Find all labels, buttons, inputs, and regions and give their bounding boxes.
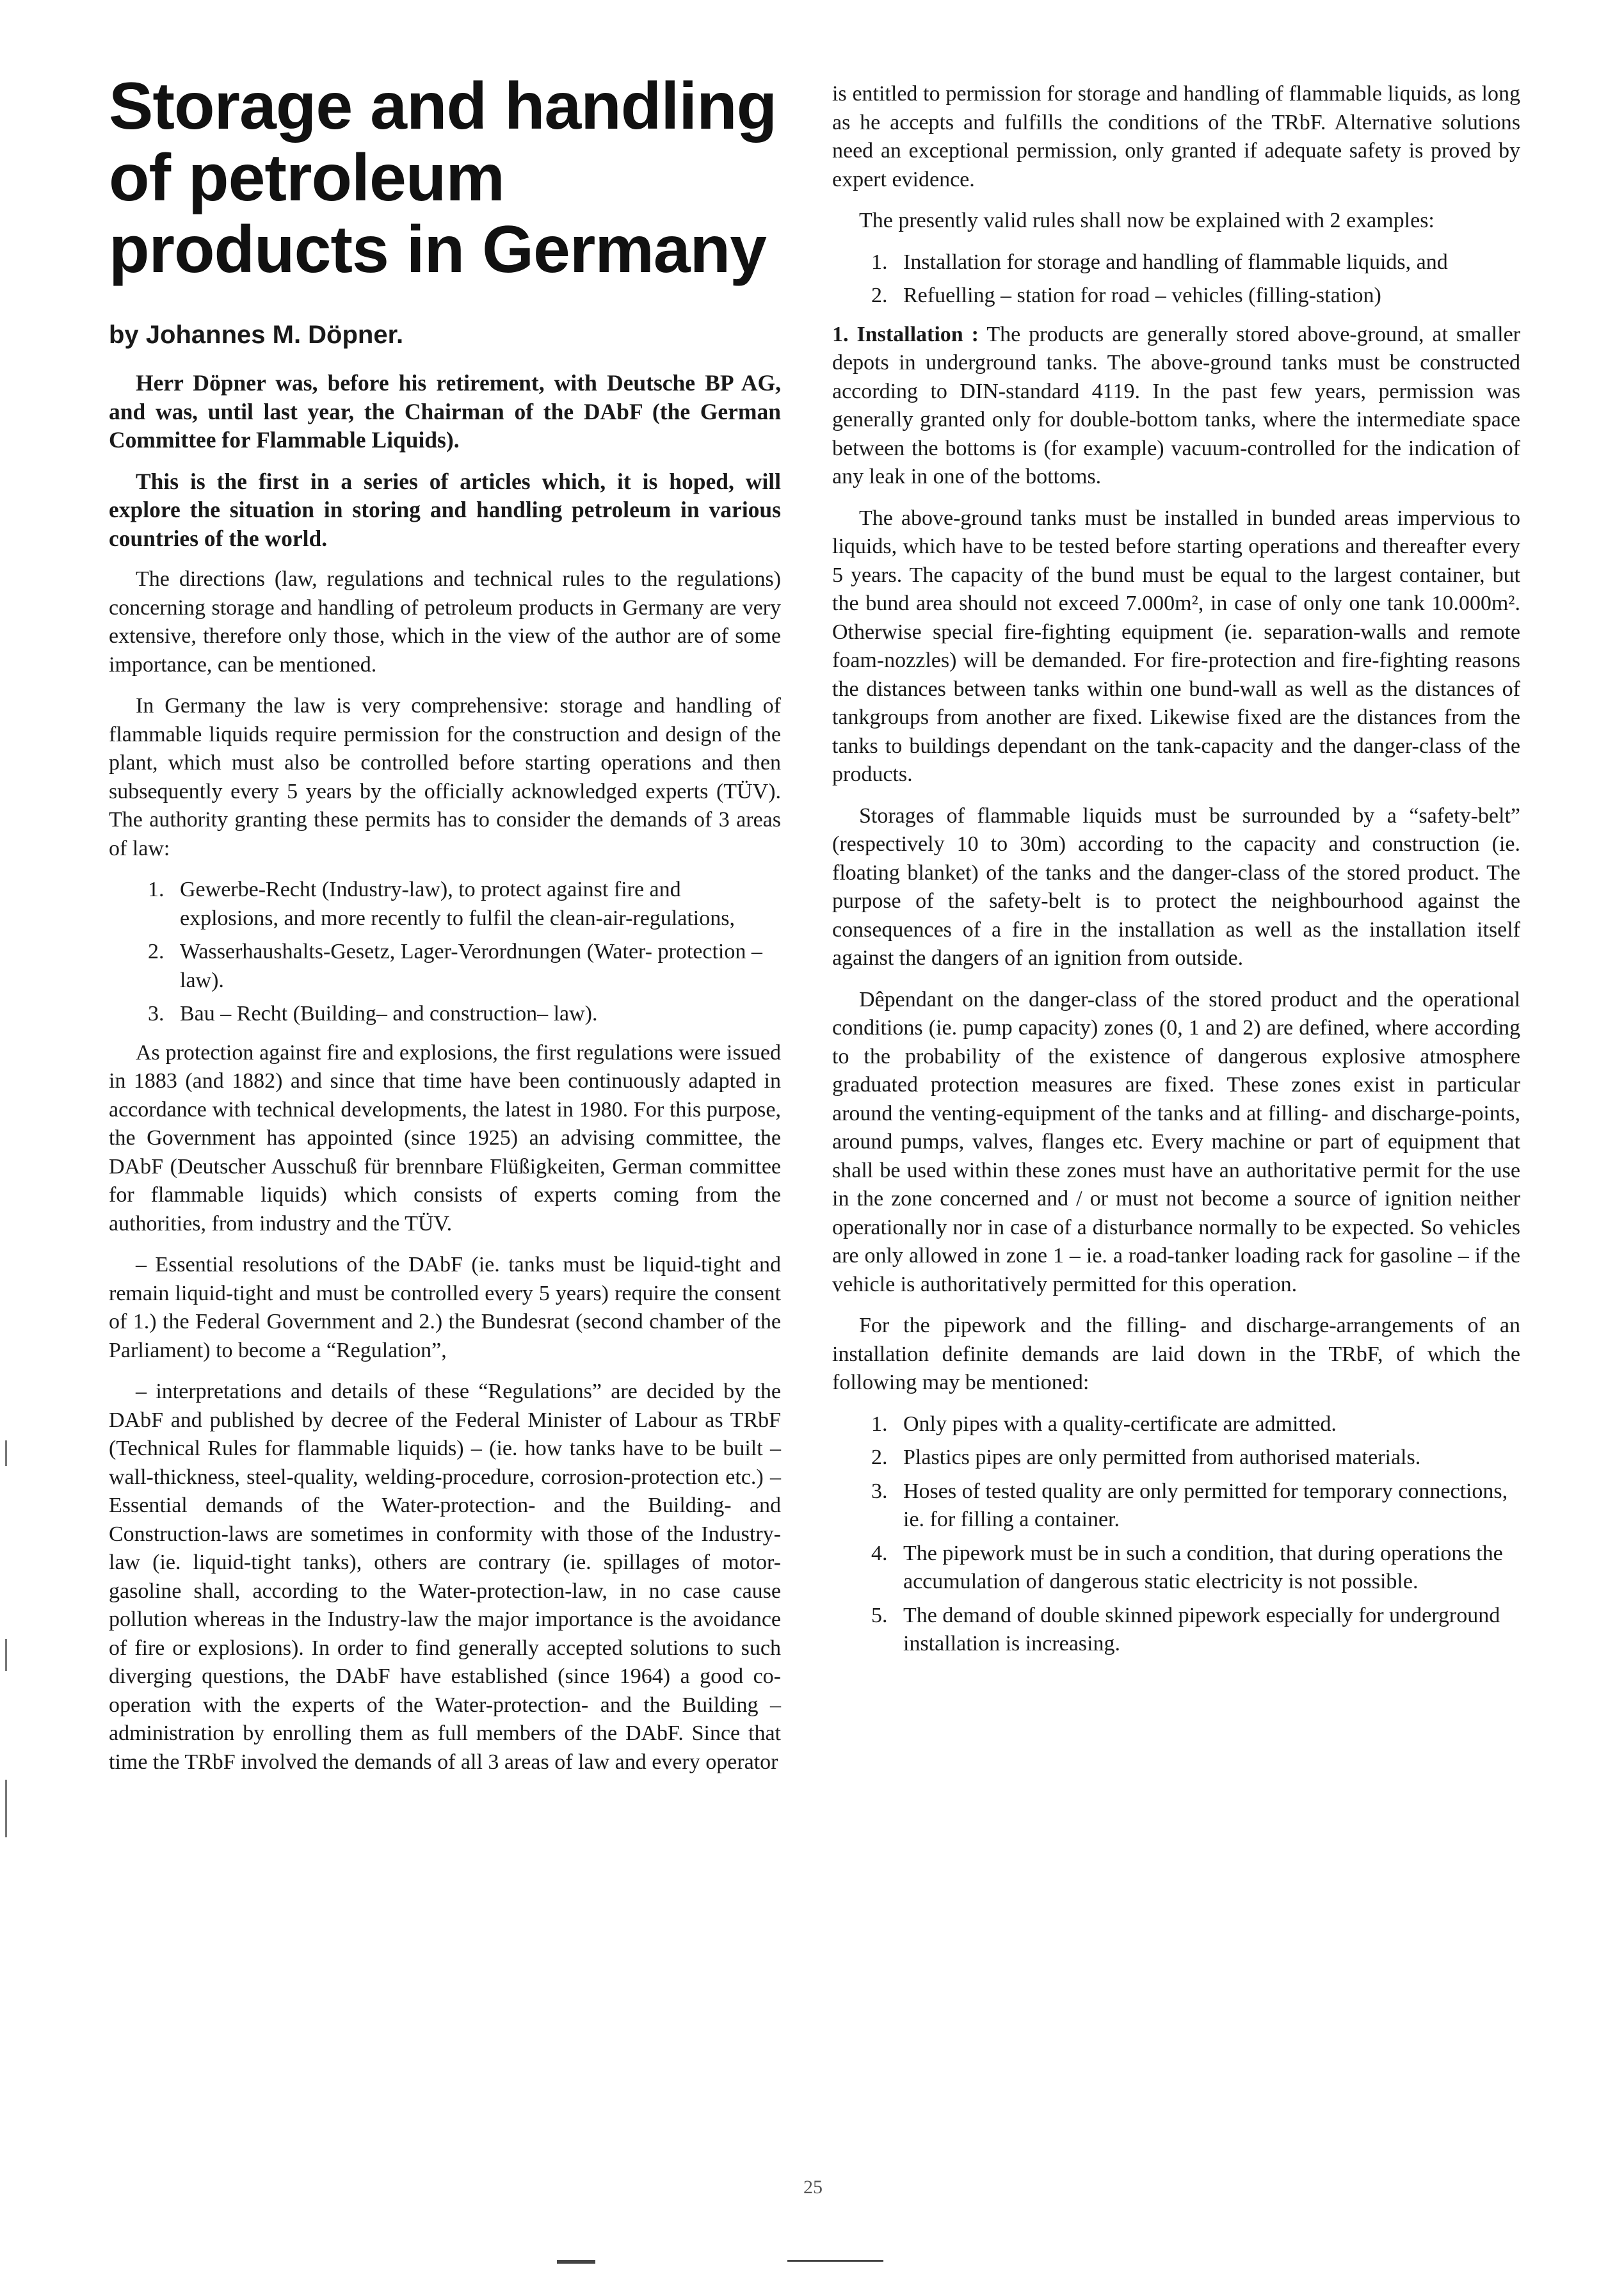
author-byline: by Johannes M. Döpner. [109,321,404,349]
examples-list [832,248,1520,310]
body-paragraph: The above-ground tanks must be installed in bunded areas impervious to liquids, which have to be tested before starting operations and thereafter every 5 years. The capacity of the bund must be equal to the largest container, but the bund area should not exceed 7.000m², in case of only one tank 10.000m². Otherwise special fire-fighting equipment (ie. separation-walls and remote foam-nozzles) will be demanded. For fire-protection and fire-fighting reasons the distances between tanks within one bund-wall as well as the distances of tankgroups from another are fixed. Likewise fixed are the distances from the tanks to buildings dependant on the tank-capacity and the danger-class of the products. [832,506,1520,786]
pipework-rules-list [832,1410,1520,1659]
intro-bio: Herr Döpner was, before his retirement, with Deutsche BP AG, and was, until last year, the Chairman of the DAbF (the German Committee for Flammable Liquids). [109,370,781,453]
article-title: Storage and handling of petroleum products in Germany [109,69,777,287]
list-item: 2. Refuelling – station for road – vehicles (filling-station) [893,282,1520,310]
body-paragraph: Storages of flammable liquids must be surrounded by a “safety-belt” (respectively 10 to 30m) according to the capacity and construction (ie. floating blanket) of the tanks and the danger-class of the stored product. The purpose of the safety-belt is to protect the neighbourhood against the consequences of a fire in the installation as well as the installation itself against the dangers of an ignition from outside. [832,803,1520,970]
list-item: 1. Installation for storage and handling of flammable liquids, and [893,248,1520,277]
right-column [832,80,1520,1669]
list-item: 3. Bau – Recht (Building– and construction– law). [170,1000,781,1029]
scan-margin-mark [5,1440,7,1466]
installation-paragraph [832,321,1520,492]
list-item: 1. Gewerbe-Recht (Industry-law), to protect against fire and explosions, and more recently to fulfil the clean-air-regulations, [170,876,781,933]
left-column [109,70,781,1789]
list-item: 2. Plastics pipes are only permitted from authorised materials. [893,1444,1520,1472]
scan-edge-mark [557,2260,595,2264]
law-areas-list [109,876,781,1029]
body-paragraph: The directions (law, regulations and technical rules to the regulations) concerning storage and handling of petroleum products in Germany are very extensive, therefore only those, which in the view of the author are of some importance, can be mentioned. [109,567,781,677]
scan-edge-mark [787,2260,883,2262]
list-item: 5. The demand of double skinned pipework especially for underground installation is increasing. [893,1602,1520,1659]
body-paragraph: The presently valid rules shall now be explained with 2 examples: [859,209,1435,232]
body-paragraph: For the pipework and the filling- and discharge-arrangements of an installation definite demands are laid down in the TRbF, of which the following may be mentioned: [832,1314,1520,1394]
body-paragraph: – Essential resolutions of the DAbF (ie. tanks must be liquid-tight and remain liquid-tight and must be controlled every 5 years) require the consent of 1.) the Federal Government and 2.) the Bundesrat (second chamber of the Parliament) to become a “Regulation”, [109,1253,781,1362]
body-paragraph: Dêpendant on the danger-class of the stored product and the operational conditions (ie. pump capacity) zones (0, 1 and 2) are defined, where according to the probability of the existence of dangerous explosive atmosphere graduated protection measures are fixed. These zones exist in particular around the venting-equipment of the tanks and at filling- and discharge-points, around pumps, valves, flanges etc. Every machine or part of equipment that shall be used within these zones must have an authoritative permit for the use in the zone concerned and / or must not become a source of ignition neither operationally nor in case of a disturbance normally to be expected. So vehicles are only allowed in zone 1 – ie. a road-tanker loading rack for gasoline – if the vehicle is authoritatively permitted for this operation. [832,987,1520,1296]
scan-margin-mark [5,1639,7,1671]
list-item: 1. Only pipes with a quality-certificate are admitted. [893,1410,1520,1439]
list-item: 3. Hoses of tested quality are only permitted for temporary connections, ie. for filling a container. [893,1478,1520,1535]
body-paragraph: As protection against fire and explosions, the first regulations were issued in 1883 (and 1882) and since that time have been continuously adapted in accordance with technical developments, the latest in 1980. For this purpose, the Government has appointed (since 1925) an advising committee, the DAbF (Deutscher Ausschuß für brennbare Flüßigkeiten, German committee for flammable liquids) which consists of experts coming from the authorities, from industry and the TÜV. [109,1040,781,1236]
intro-series: This is the first in a series of articles which, it is hoped, will explore the situation in storing and handling petroleum in various countries of the world. [109,468,781,551]
list-item: 2. Wasserhaushalts-Gesetz, Lager-Verordnungen (Water- protection – law). [170,938,781,995]
installation-heading: 1. Installation : [832,322,979,346]
page-number: 25 [803,2177,823,2198]
installation-text: The products are generally stored above-ground, at smaller depots in underground tanks. The above-ground tanks must be constructed according to DIN-standard 4119. In the past few years, permission was generally granted only for double-bottom tanks, where the intermediate space between the bottoms is (for example) vacuum-controlled for the indication of any leak in one of the bottoms. [832,322,1520,488]
scan-margin-mark [5,1780,7,1837]
body-paragraph: – interpretations and details of these “Regulations” are decided by the DAbF and published by decree of the Federal Minister of Labour as TRbF (Technical Rules for flammable liquids) – (ie. how tanks have to be built – wall-thickness, steel-quality, welding-procedure, corrosion-protection etc.) – Essential demands of the Water-protection- and the Building- and Construction-laws are sometimes in conformity with those of the Industry-law (ie. liquid-tight tanks), others are contrary (ie. spillages of motor-gasoline shall, according to the Water-protection-law, in no case cause pollution whereas in the Industry-law the major importance is the avoidance of fire or explosions). In order to find generally accepted solutions to such diverging questions, the DAbF have established (since 1964) a good co-operation with the experts of the Water-protection- and the Building – administration by enrolling them as full members of the DAbF. Since that time the TRbF involved the demands of all 3 areas of law and every operator [109,1380,781,1774]
body-paragraph: In Germany the law is very comprehensive: storage and handling of flammable liquids require permission for the construction and design of the plant, which must also be controlled before starting operations and then subsequently every 5 years by the officially acknowledged experts (TÜV). The authority granting these permits has to consider the demands of 3 areas of law: [109,694,781,860]
list-item: 4. The pipework must be in such a condition, that during operations the accumulation of dangerous static electricity is not possible. [893,1540,1520,1597]
body-paragraph: is entitled to permission for storage and handling of flammable liquids, as long as he accepts and fulfills the conditions of the TRbF. Alternative solutions need an exceptional permission, only granted if adequate safety is proved by expert evidence. [832,82,1520,191]
